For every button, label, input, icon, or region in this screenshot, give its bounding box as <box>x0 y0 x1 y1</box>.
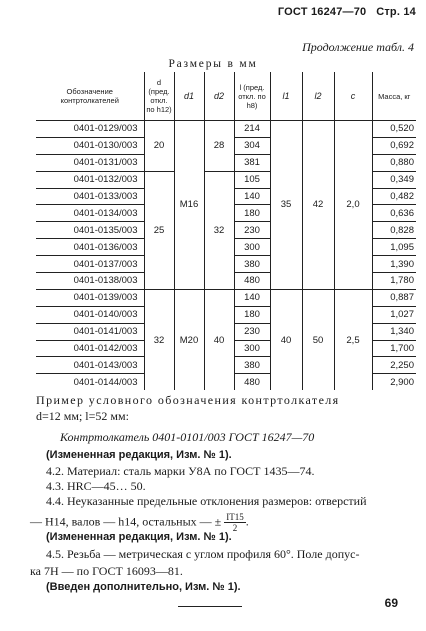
item-4-4: 4.4. Неуказанные предельные отклонения размеров: отверстий <box>46 494 367 508</box>
d-cell: 32 <box>144 289 174 390</box>
item-4-5: 4.5. Резьба — метрическая с углом профиля 60°. Поле допус- <box>46 547 360 561</box>
divider <box>178 606 242 607</box>
header-c: c <box>334 72 372 121</box>
mass-cell: 0,520 <box>372 121 416 138</box>
l-cell: 140 <box>234 289 270 306</box>
mass-cell: 0,887 <box>372 289 416 306</box>
revision-note: (Измененная редакция, Изм. № 1). <box>46 531 232 543</box>
table-row <box>36 289 416 306</box>
mass-cell: 1,095 <box>372 239 416 256</box>
header-d: d (пред. откл. по h12) <box>144 72 174 121</box>
tolerance-text: — H14, валов — h14, остальных — ± <box>30 514 222 529</box>
l1-cell: 40 <box>270 289 302 390</box>
mass-cell: 0,349 <box>372 171 416 188</box>
c-cell: 2,5 <box>334 289 372 390</box>
header-l: l (пред. откл. по h8) <box>234 72 270 121</box>
l-cell: 214 <box>234 121 270 138</box>
d1-cell: M20 <box>174 289 204 390</box>
added-note: (Введен дополнительно, Изм. № 1). <box>46 581 241 593</box>
designation-cell: 0401-0129/003 <box>36 121 144 138</box>
l-cell: 480 <box>234 374 270 390</box>
item-4-3: 4.3. HRC—45… 50. <box>46 479 146 493</box>
l-cell: 380 <box>234 256 270 273</box>
header-l1: l1 <box>270 72 302 121</box>
mass-cell: 1,027 <box>372 306 416 323</box>
header-designation: Обозначение контртолкателей <box>36 72 144 121</box>
designation-cell: 0401-0138/003 <box>36 273 144 290</box>
header-d1: d1 <box>174 72 204 121</box>
designation-cell: 0401-0136/003 <box>36 239 144 256</box>
l-cell: 230 <box>234 323 270 340</box>
designation-cell: 0401-0137/003 <box>36 256 144 273</box>
l2-cell: 42 <box>302 121 334 290</box>
fraction-numerator: IT15 <box>226 512 244 522</box>
mass-cell: 1,780 <box>372 273 416 290</box>
example-params: d=12 мм; l=52 мм: <box>36 409 129 423</box>
d2-cell: 32 <box>204 171 234 289</box>
d-cell: 25 <box>144 171 174 289</box>
mass-cell: 0,880 <box>372 154 416 171</box>
d1-cell: M16 <box>174 121 204 290</box>
designation-cell: 0401-0143/003 <box>36 357 144 374</box>
standard-number: ГОСТ 16247—70 <box>277 6 367 18</box>
mass-cell: 1,340 <box>372 323 416 340</box>
d-cell: 20 <box>144 121 174 172</box>
header-d2: d2 <box>204 72 234 121</box>
designation-cell: 0401-0135/003 <box>36 222 144 239</box>
page-label: Стр. 14 <box>376 6 416 18</box>
designation-cell: 0401-0134/003 <box>36 205 144 222</box>
designation-cell: 0401-0130/003 <box>36 137 144 154</box>
designation-cell: 0401-0139/003 <box>36 289 144 306</box>
table-header-row <box>36 72 416 121</box>
table-row <box>36 121 416 138</box>
designation-cell: 0401-0141/003 <box>36 323 144 340</box>
header-l2: l2 <box>302 72 334 121</box>
d2-cell: 28 <box>204 121 234 172</box>
dimensions-table <box>36 72 416 390</box>
l-cell: 304 <box>234 137 270 154</box>
item-4-4-continuation: — H14, валов — h14, остальных — ± $\frac{IT15}{2}$ . <box>30 512 249 533</box>
designation-cell: 0401-0132/003 <box>36 171 144 188</box>
mass-cell: 2,250 <box>372 357 416 374</box>
table-caption: Размеры в мм <box>168 58 258 70</box>
mass-cell: 0,482 <box>372 188 416 205</box>
designation-cell: 0401-0131/003 <box>36 154 144 171</box>
l-cell: 300 <box>234 239 270 256</box>
l-cell: 380 <box>234 357 270 374</box>
item-4-2: 4.2. Материал: сталь марки У8А по ГОСТ 1435—74. <box>46 464 315 478</box>
l-cell: 230 <box>234 222 270 239</box>
designation-cell: 0401-0142/003 <box>36 340 144 357</box>
revision-note: (Измененная редакция, Изм. № 1). <box>46 449 232 461</box>
designation-cell: 0401-0140/003 <box>36 306 144 323</box>
c-cell: 2,0 <box>334 121 372 290</box>
header-mass: Масса, кг <box>372 72 416 121</box>
l-cell: 105 <box>234 171 270 188</box>
page-number: 69 <box>384 596 398 610</box>
example-heading: Пример условного обозначения контртолкателя <box>36 393 340 407</box>
table-continuation-label: Продолжение табл. 4 <box>302 40 414 54</box>
item-4-5-continuation: ка 7H — по ГОСТ 16093—81. <box>30 564 183 578</box>
l1-cell: 35 <box>270 121 302 290</box>
l-cell: 140 <box>234 188 270 205</box>
mass-cell: 1,700 <box>372 340 416 357</box>
l-cell: 381 <box>234 154 270 171</box>
mass-cell: 0,636 <box>372 205 416 222</box>
mass-cell: 1,390 <box>372 256 416 273</box>
mass-cell: 2,900 <box>390 376 414 388</box>
l2-cell: 50 <box>302 289 334 390</box>
mass-cell: 0,828 <box>372 222 416 239</box>
l-cell: 180 <box>234 306 270 323</box>
mass-cell: 0,692 <box>372 137 416 154</box>
designation-cell: 0401-0144/003 <box>36 374 144 390</box>
d2-cell: 40 <box>204 289 234 390</box>
example-designation: Контртолкатель 0401-0101/003 ГОСТ 16247—70 <box>60 430 315 444</box>
page-header <box>278 6 416 18</box>
l-cell: 480 <box>234 273 270 290</box>
l-cell: 180 <box>234 205 270 222</box>
fraction-denominator: 2 <box>232 523 238 533</box>
designation-cell: 0401-0133/003 <box>36 188 144 205</box>
l-cell: 300 <box>234 340 270 357</box>
